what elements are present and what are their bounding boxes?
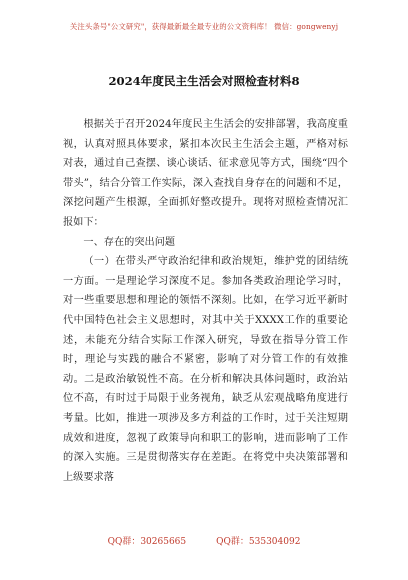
qq-group-2: QQ群：535304092 [216,537,301,547]
body-paragraph: （一）在带头严守政治纪律和政治规矩，维护党的团结统一方面。一是理论学习深度不足。参加各类政治理论学习时，对一些重要思想和理论的领悟不深刻。比如，在学习近平新时代中国特色社会主义思想时，对其中关于XXXX工作的重要论述，未能充分结合实际工作深入研究，导致在指导分管工作时，理论与实践的融合不紧密，影响了对分管工作的有效推动。二是政治敏锐性不高。在分析和解决具体问题时，政治站位不高，有时过于局限于业务视角，缺乏从宏观战略角度进行考量。比如，推进一项涉及多方利益的工作时，过于关注短期成效和进度，忽视了政策导向和职工的影响，进而影响了工作的深入实施。三是贯彻落实存在差距。在将党中央决策部署和上级要求落 [63,256,348,483]
header-banner: 关注头条号"公文研究"，获得最新最全最专业的公文资料库！ 微信：gongwenyj [69,22,339,31]
qq-group-1: QQ群：30265665 [107,537,187,547]
footer-contact [0,534,408,547]
document-title: 2024年度民主生活会对照检查材料8 [108,74,300,88]
section-heading: 一、存在的突出问题 [83,236,176,248]
document-body [63,115,348,487]
intro-paragraph: 根据关于召开2024年度民主生活会的安排部署，我高度重视，认真对照具体要求，紧扣本次民主生活会主题，严格对标对表，通过自己查摆、谈心谈话、征求意见等方式，围绕“四个带头”，结合分管工作实际，深入查找自身存在的问题和不足，深挖问题产生根源，全面抓好整改提升。现将对照检查情况汇报如下： [63,119,348,228]
